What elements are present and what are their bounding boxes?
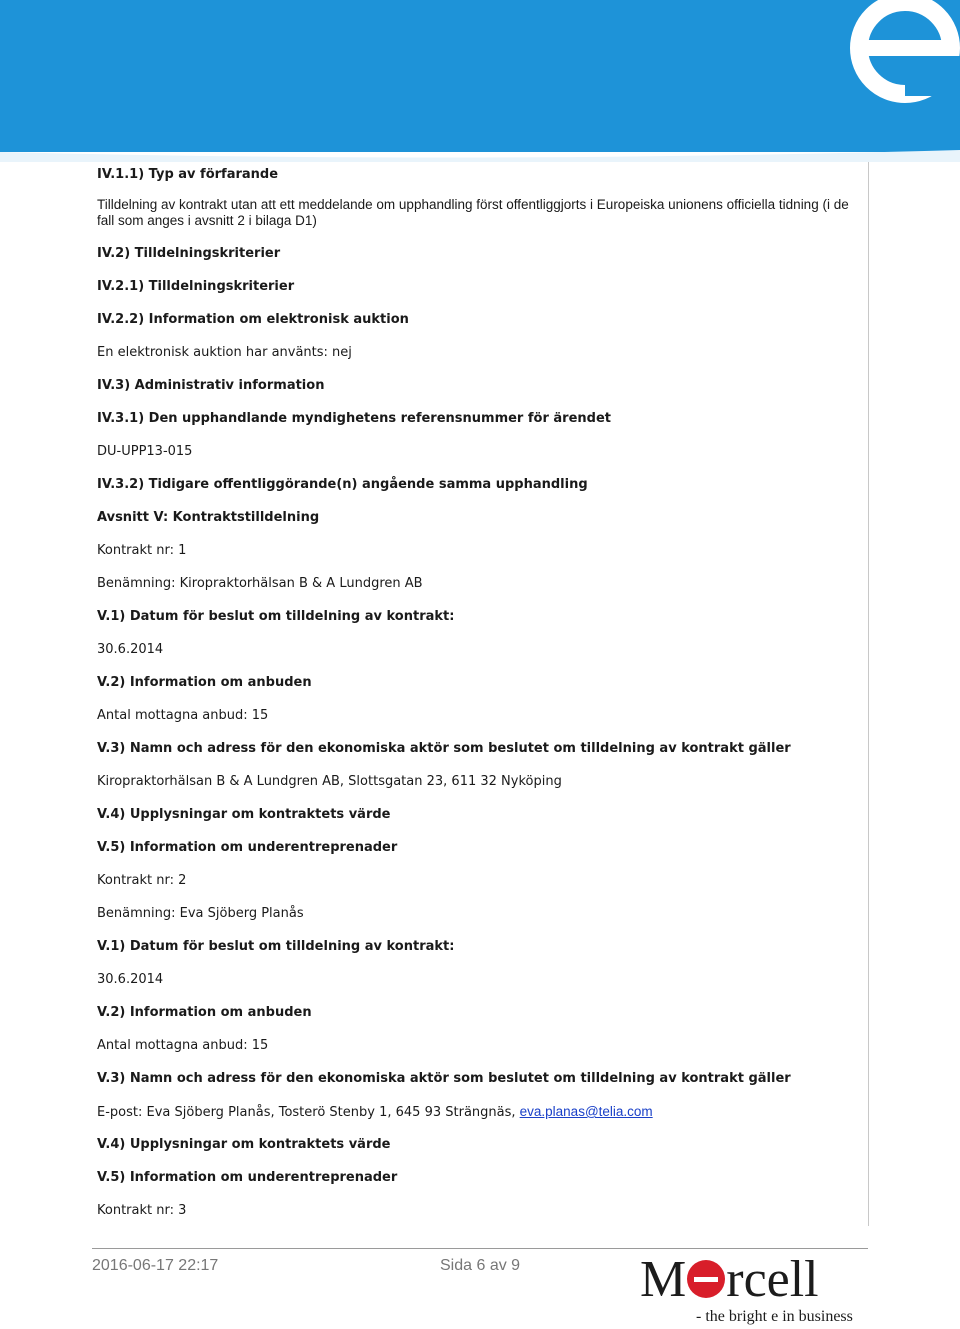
footer-timestamp: 2016-06-17 22:17 [92, 1257, 219, 1274]
section-heading: IV.3) Administrativ information [97, 378, 325, 393]
section-text: Kontrakt nr: 3 [97, 1203, 187, 1218]
section-heading: V.5) Information om underentreprenader [97, 840, 398, 855]
section-heading: IV.2.2) Information om elektronisk auktion [97, 312, 409, 327]
document-body [92, 162, 869, 1226]
section-heading: V.1) Datum för beslut om tilldelning av kontrakt: [97, 939, 455, 954]
mercell-logo [640, 1252, 870, 1329]
section-heading: V.4) Upplysningar om kontraktets värde [97, 1137, 391, 1152]
footer-divider [92, 1248, 868, 1249]
section-text: 30.6.2014 [97, 642, 164, 657]
section-heading: V.3) Namn och adress för den ekonomiska aktör som beslutet om tilldelning av kontrakt gäller [97, 741, 791, 756]
section-text: Benämning: Eva Sjöberg Planås [97, 906, 304, 921]
section-text: Antal mottagna anbud: 15 [97, 708, 269, 723]
section-text: Kontrakt nr: 1 [97, 543, 187, 558]
section-heading: V.2) Information om anbuden [97, 1005, 312, 1020]
section-heading: V.4) Upplysningar om kontraktets värde [97, 807, 391, 822]
section-heading: IV.3.1) Den upphandlande myndighetens referensnummer för ärendet [97, 411, 611, 426]
section-text: Benämning: Kiropraktorhälsan B & A Lundgren AB [97, 576, 423, 591]
section-heading: Avsnitt V: Kontraktstilldelning [97, 510, 320, 525]
section-heading: V.3) Namn och adress för den ekonomiska aktör som beslutet om tilldelning av kontrakt gäller [97, 1071, 791, 1086]
section-text: Antal mottagna anbud: 15 [97, 1038, 269, 1053]
section-text: Kontrakt nr: 2 [97, 873, 187, 888]
section-heading: IV.3.2) Tidigare offentliggörande(n) angående samma upphandling [97, 477, 588, 492]
section-heading: V.1) Datum för beslut om tilldelning av kontrakt: [97, 609, 455, 624]
section-text: Tilldelning av kontrakt utan att ett meddelande om upphandling först offentliggjorts i Europeiska unionens officiella tidning (i de fall som anges i avsnitt 2 i bilaga D1) [97, 197, 849, 228]
contact-line [97, 1104, 653, 1121]
contact-text: E-post: Eva Sjöberg Planås, Tosterö Stenby 1, 645 93 Strängnäs, [97, 1105, 520, 1120]
email-link[interactable]: eva.planas@telia.com [519, 1104, 653, 1119]
section-heading: V.5) Information om underentreprenader [97, 1170, 398, 1185]
header-banner [0, 0, 960, 162]
section-text: 30.6.2014 [97, 972, 164, 987]
section-heading: IV.2) Tilldelningskriterier [97, 246, 281, 261]
logo-e-icon [687, 1260, 725, 1298]
section-text: DU-UPP13-015 [97, 444, 193, 459]
footer-page-number: Sida 6 av 9 [440, 1257, 521, 1274]
logo-tagline: - the bright e in business [696, 1308, 853, 1325]
section-text: Kiropraktorhälsan B & A Lundgren AB, Slottsgatan 23, 611 32 Nyköping [97, 774, 562, 789]
section-heading: IV.2.1) Tilldelningskriterier [97, 279, 295, 294]
section-text: En elektronisk auktion har använts: nej [97, 345, 352, 360]
section-heading: IV.1.1) Typ av förfarande [97, 167, 279, 182]
section-heading: V.2) Information om anbuden [97, 675, 312, 690]
mercell-wordmark: M rcell [640, 1251, 819, 1308]
